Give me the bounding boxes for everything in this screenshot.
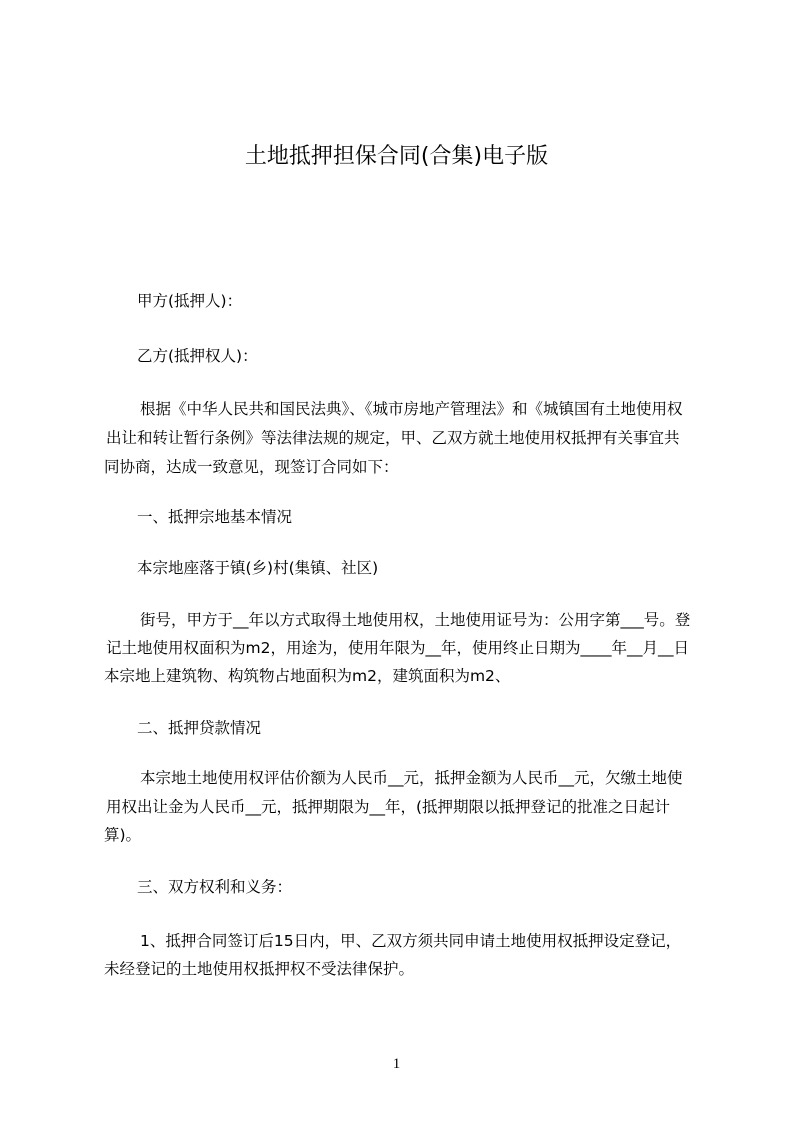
paragraph-line: 本宗地土地使用权评估价额为人民币__元，抵押金额为人民币__元，欠缴土地使 [140,769,683,787]
paragraph-line: 1、抵押合同签订后15日内，甲、乙双方须共同申请土地使用权抵押设定登记， [140,932,682,950]
paragraph-line: 未经登记的土地使用权抵押权不受法律保护。 [104,960,415,978]
preamble-line: 根据《中华人民共和国民法典》、《城市房地产管理法》和《城镇国有土地使用权 [140,400,683,418]
paragraph-line: 本宗地座落于镇(乡)村(集镇、社区) [137,559,379,577]
paragraph-line: 街号，甲方于__年以方式取得土地使用权，土地使用证号为：公用字第___号。登 [140,611,691,629]
section-heading: 三、双方权利和义务： [137,878,293,896]
preamble-line: 同协商，达成一致意见，现签订合同如下： [104,458,399,476]
page-number: 1 [392,1056,401,1072]
section-heading: 二、抵押贷款情况 [137,719,262,737]
paragraph-line: 本宗地上建筑物、构筑物占地面积为m2，建筑面积为m2、 [104,667,511,685]
paragraph-line: 算)。 [104,826,142,844]
section-heading: 一、抵押宗地基本情况 [137,508,293,526]
document-title: 土地抵押担保合同(合集)电子版 [244,144,549,169]
paragraph-line: 记土地使用权面积为m2，用途为，使用年限为__年，使用终止日期为____年__月__日 [106,639,689,657]
paragraph-line: 用权出让金为人民币__元，抵押期限为__年，(抵押期限以抵押登记的批准之日起计 [106,798,671,816]
party-a-label: 甲方(抵押人)： [137,292,243,310]
party-b-label: 乙方(抵押权人)： [137,347,258,365]
preamble-line: 出让和转让暂行条例》等法律法规的规定，甲、乙双方就土地使用权抵押有关事宜共 [106,429,680,447]
